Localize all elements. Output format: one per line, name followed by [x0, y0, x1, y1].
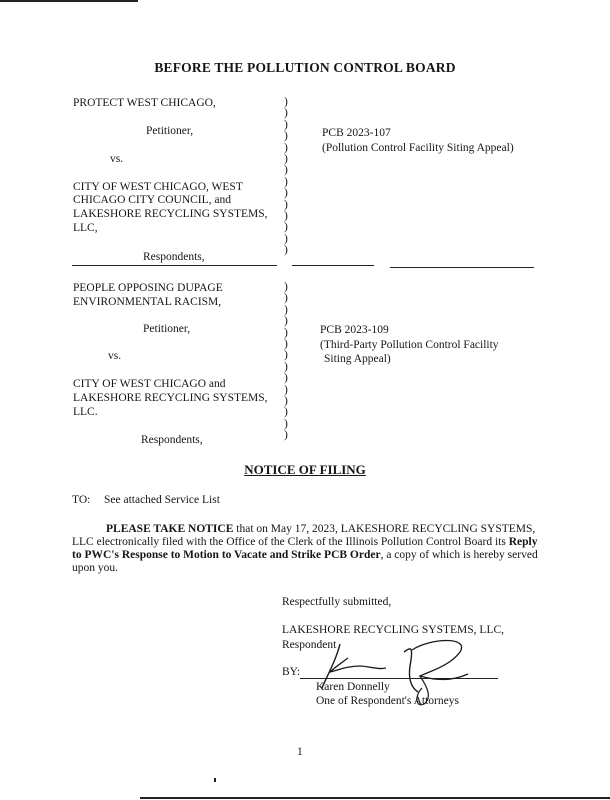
respondent-label: Respondent: [282, 639, 337, 651]
case2-petitioner-line-2: ENVIRONMENTAL RACISM,: [73, 296, 222, 308]
case1-petitioner-role: Petitioner,: [146, 125, 194, 137]
case2-respondent-line-3: LLC.: [73, 406, 98, 418]
case1-respondent-line-1: CITY OF WEST CHICAGO, WEST: [73, 181, 243, 193]
to-label: TO:: [72, 494, 91, 506]
case2-case-type-line-1: (Third-Party Pollution Control Facility: [320, 339, 499, 351]
case1-respondent-line-3: LAKESHORE RECYCLING SYSTEMS,: [73, 208, 268, 220]
handwritten-signature: [300, 632, 510, 707]
page-number: 1: [297, 746, 303, 758]
signer-name: Karen Donnelly: [316, 681, 390, 693]
company-name: LAKESHORE RECYCLING SYSTEMS, LLC,: [282, 624, 505, 636]
scan-edge-line-top: [0, 0, 138, 2]
case2-case-number: PCB 2023-109: [320, 324, 389, 336]
case1-rule-left: [72, 265, 277, 266]
notice-body-part2: , a copy of which is hereby served upon you.: [72, 549, 538, 574]
notice-body-lead: PLEASE TAKE NOTICE: [106, 523, 234, 535]
case1-paren-column: ) ) ) ) ) ) ) ) ) ) ) ) ) ): [284, 96, 288, 257]
notice-body-bold: Reply to PWC's Response to Motion to Vacate and Strike PCB Order: [72, 536, 538, 561]
case1-petitioner-name: PROTECT WEST CHICAGO,: [73, 97, 216, 109]
scan-speck: [214, 778, 216, 782]
notice-body: [72, 523, 542, 575]
notice-heading: NOTICE OF FILING: [244, 462, 366, 477]
case1-case-type: (Pollution Control Facility Siting Appeal): [322, 142, 514, 154]
case2-case-type-line-2: Siting Appeal): [324, 353, 391, 365]
case1-vs: vs.: [110, 153, 124, 165]
case1-rule-mid: [292, 265, 374, 266]
case1-rule-right: [390, 267, 534, 268]
case1-respondent-role: Respondents,: [143, 251, 205, 263]
case2-petitioner-role: Petitioner,: [143, 323, 191, 335]
case2-petitioner-line-1: PEOPLE OPPOSING DUPAGE: [73, 282, 223, 294]
case1-case-number: PCB 2023-107: [322, 127, 391, 139]
by-label: BY:: [282, 666, 301, 678]
scan-edge-line-bottom: [140, 797, 610, 799]
case1-respondent-line-2: CHICAGO CITY COUNCIL, and: [73, 194, 232, 206]
page-title: BEFORE THE POLLUTION CONTROL BOARD: [154, 60, 456, 75]
notice-body-part1: that on May 17, 2023, LAKESHORE RECYCLING SYSTEMS, LLC electronically filed with the Office of the Clerk of the Illinois Pollution Control Board its: [72, 523, 536, 548]
case2-paren-column: ) ) ) ) ) ) ) ) ) ) ) ) ) ): [284, 281, 288, 442]
case2-respondent-line-2: LAKESHORE RECYCLING SYSTEMS,: [73, 392, 268, 404]
signer-title: One of Respondent's Attorneys: [316, 695, 459, 707]
case2-respondent-line-1: CITY OF WEST CHICAGO and: [73, 378, 226, 390]
to-value: See attached Service List: [104, 494, 220, 506]
case2-vs: vs.: [108, 350, 122, 362]
closing: Respectfully submitted,: [282, 596, 392, 608]
case1-respondent-line-4: LLC,: [73, 222, 98, 234]
case2-respondent-role: Respondents,: [141, 434, 203, 446]
